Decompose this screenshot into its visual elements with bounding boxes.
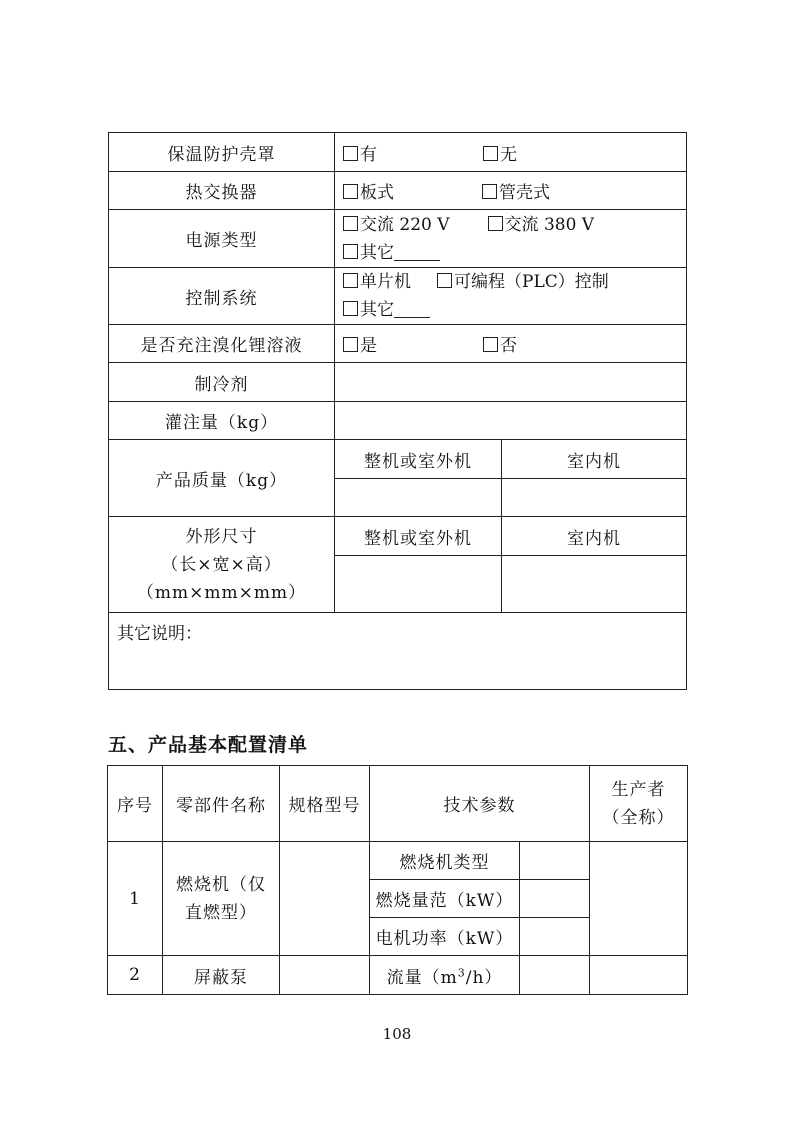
row2-param1-label: 流量$(m^3/h)$ bbox=[370, 956, 520, 995]
blank-line[interactable] bbox=[394, 244, 440, 261]
dimensions-indoor-value[interactable] bbox=[502, 556, 687, 613]
header-manufacturer: 生产者 （全称） bbox=[590, 766, 688, 842]
insulation-options: 有 无 bbox=[335, 133, 687, 172]
row1-param3-value[interactable] bbox=[520, 918, 590, 956]
checkbox[interactable] bbox=[343, 184, 358, 199]
row2-seq: 2 bbox=[108, 956, 163, 995]
heat-exchanger-options: 板式 管壳式 bbox=[335, 172, 687, 210]
section-title: 五、产品基本配置清单 bbox=[108, 734, 309, 756]
row1-param2-label: 燃烧量范（kW） bbox=[370, 880, 520, 918]
checkbox[interactable] bbox=[343, 337, 358, 352]
row2-param1-value[interactable] bbox=[520, 956, 590, 995]
checkbox[interactable] bbox=[437, 273, 452, 288]
control-system-options: 单片机 可编程（PLC）控制 其它 bbox=[335, 268, 687, 325]
checkbox[interactable] bbox=[483, 337, 498, 352]
row2-name: 屏蔽泵 bbox=[163, 956, 280, 995]
page-number: 108 bbox=[382, 1025, 412, 1043]
checkbox[interactable] bbox=[488, 216, 503, 231]
header-model: 规格型号 bbox=[280, 766, 370, 842]
product-mass-label: 产品质量（kg） bbox=[109, 440, 335, 517]
product-mass-indoor-value[interactable] bbox=[502, 479, 687, 517]
product-mass-outdoor-value[interactable] bbox=[335, 479, 502, 517]
blank-line[interactable] bbox=[394, 301, 430, 318]
header-seq: 序号 bbox=[108, 766, 163, 842]
dimensions-col-outdoor: 整机或室外机 bbox=[335, 517, 502, 556]
lithium-bromide-options: 是 否 bbox=[335, 325, 687, 363]
row1-param2-value[interactable] bbox=[520, 880, 590, 918]
row1-param1-value[interactable] bbox=[520, 842, 590, 880]
checkbox[interactable] bbox=[343, 146, 358, 161]
other-notes-label: 其它说明： bbox=[117, 624, 202, 644]
checkbox[interactable] bbox=[343, 244, 358, 259]
refrigerant-label: 制冷剂 bbox=[109, 363, 335, 402]
checkbox[interactable] bbox=[343, 301, 358, 316]
checkbox[interactable] bbox=[343, 216, 358, 231]
row1-model-value[interactable] bbox=[280, 842, 370, 956]
other-notes-cell[interactable] bbox=[109, 613, 687, 690]
dimensions-label: 外形尺寸 （长×宽×高） （mm×mm×mm） bbox=[109, 517, 335, 613]
checkbox[interactable] bbox=[482, 184, 497, 199]
product-mass-col-indoor: 室内机 bbox=[502, 440, 687, 479]
row1-seq: 1 bbox=[108, 842, 163, 956]
refrigerant-value[interactable] bbox=[335, 363, 687, 402]
product-mass-col-outdoor: 整机或室外机 bbox=[335, 440, 502, 479]
insulation-label: 保温防护壳罩 bbox=[109, 133, 335, 172]
row2-model-value[interactable] bbox=[280, 956, 370, 995]
row1-name: 燃烧机（仅 直燃型） bbox=[163, 842, 280, 956]
row1-param3-label: 电机功率（kW） bbox=[370, 918, 520, 956]
power-type-label: 电源类型 bbox=[109, 210, 335, 268]
checkbox[interactable] bbox=[483, 146, 498, 161]
header-tech-params: 技术参数 bbox=[370, 766, 590, 842]
power-type-options: 交流 220 V 交流 380 V 其它 bbox=[335, 210, 687, 268]
header-part-name: 零部件名称 bbox=[163, 766, 280, 842]
product-config-table bbox=[108, 132, 687, 690]
dimensions-outdoor-value[interactable] bbox=[335, 556, 502, 613]
control-system-label: 控制系统 bbox=[109, 268, 335, 325]
dimensions-col-indoor: 室内机 bbox=[502, 517, 687, 556]
bom-table bbox=[107, 765, 688, 995]
checkbox[interactable] bbox=[343, 273, 358, 288]
row1-manufacturer-value[interactable] bbox=[590, 842, 688, 956]
heat-exchanger-label: 热交换器 bbox=[109, 172, 335, 210]
charge-amount-label: 灌注量（kg） bbox=[109, 402, 335, 440]
lithium-bromide-label: 是否充注溴化锂溶液 bbox=[109, 325, 335, 363]
row1-param1-label: 燃烧机类型 bbox=[370, 842, 520, 880]
row2-manufacturer-value[interactable] bbox=[590, 956, 688, 995]
charge-amount-value[interactable] bbox=[335, 402, 687, 440]
